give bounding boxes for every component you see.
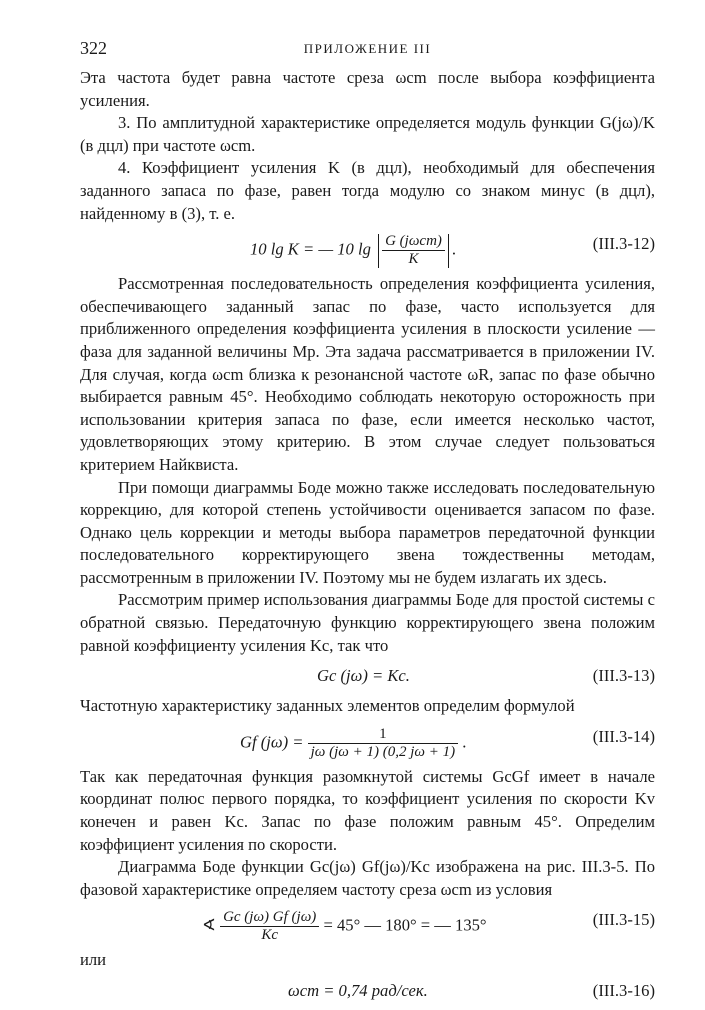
equation-iii-3-14-formula bbox=[240, 726, 466, 761]
abs-bar-left bbox=[378, 234, 379, 268]
abs-bar-right bbox=[448, 234, 449, 268]
eq12-lhs: 10 lg K = — 10 lg bbox=[250, 239, 371, 259]
paragraph-step-4: 4. Коэффициент усиления K (в дцл), необходимый для обеспечения заданного запаса по фазе, равен тогда модулю со знаком минус (в дцл), найденному в (3), т. е. bbox=[80, 158, 655, 223]
equation-iii-3-15 bbox=[80, 903, 655, 947]
equation-number-13: (III.3-13) bbox=[592, 666, 655, 686]
equation-iii-3-16-formula: ωcm = 0,74 рад/сек. bbox=[288, 981, 428, 1000]
equation-iii-3-14 bbox=[80, 720, 655, 764]
paragraph-step-3: 3. По амплитудной характеристике определяется модуль функции G(jω)/K (в дцл) при частоте ωcm. bbox=[80, 113, 655, 155]
equation-iii-3-12 bbox=[80, 227, 655, 271]
running-head: ПРИЛОЖЕНИЕ III bbox=[303, 41, 432, 56]
equation-iii-3-13-formula: Gc (jω) = Kc. bbox=[317, 666, 410, 686]
paragraph-frequency-response: Частотную характеристику заданных элементов определим формулой bbox=[80, 696, 575, 716]
paragraph-example: Рассмотрим пример использования диаграммы Боде для простой системы с обратной связью. Передаточную функцию корректирующего звена положим равной коэффициенту усиления Kc, так что bbox=[80, 590, 655, 655]
equation-number-12: (III.3-12) bbox=[592, 234, 655, 254]
eq15-numerator: Gc (jω) Gf (jω) bbox=[220, 909, 319, 927]
paragraph-bode-diagram: Диаграмма Боде функции Gc(jω) Gf(jω)/Kc изображена на рис. III.3-5. По фазовой характеристике определяем частоту среза ωcm из условия bbox=[80, 857, 655, 899]
eq15-fraction bbox=[220, 909, 319, 944]
eq14-numerator: 1 bbox=[308, 726, 459, 744]
paragraph-or: или bbox=[80, 950, 107, 970]
eq12-denominator: K bbox=[408, 251, 419, 268]
eq12-tail: . bbox=[451, 239, 457, 259]
equation-iii-3-15-formula bbox=[202, 909, 487, 944]
paragraph-bode-correction: При помощи диаграммы Боде можно также исследовать последовательную коррекцию, для которой степень устойчивости оценивается запасом по фазе. Однако цель коррекции и методы выбора параметров передаточной функции последовательного корректирующего звена тождественны методам, рассмотренным в приложении IV. Поэтому мы не будем излагать их здесь. bbox=[80, 477, 655, 587]
equation-number-14: (III.3-14) bbox=[592, 726, 655, 746]
equation-number-15: (III.3-15) bbox=[592, 910, 655, 930]
equation-iii-3-16 bbox=[80, 974, 655, 1008]
eq14-fraction bbox=[308, 726, 459, 761]
equation-iii-3-12-formula bbox=[250, 233, 456, 268]
page-header bbox=[80, 38, 655, 62]
angle-symbol: ∢ bbox=[202, 915, 216, 935]
paragraph-sequence: Рассмотренная последовательность определения коэффициента усиления, обеспечивающего заданный запас по фазе, часто используется для приближенного определения коэффициента усиления в плоскости усиление — фаза для заданной величины Mp. Эта задача рассматривается в приложении IV. Для случая, когда ωcm близка к резонансной частоте ωR, запас по фазе обычно выбирается равным 45°. Необходимо соблюдать некоторую осторожность при использовании критерия запаса по фазе, если имеется несколько частот, удовлетворяющих этому критерию. В этом случае следует пользоваться критерием Найквиста. bbox=[80, 274, 655, 474]
eq15-denominator: Kc bbox=[261, 927, 279, 944]
equation-number-16: (III.3-16) bbox=[592, 981, 655, 1000]
eq12-numerator: G (jωcm) bbox=[382, 233, 445, 251]
eq12-fraction bbox=[382, 233, 445, 268]
eq14-lhs: Gf (jω) = bbox=[240, 732, 304, 752]
page-number: 322 bbox=[80, 38, 107, 58]
page-body bbox=[80, 67, 655, 1010]
eq14-denominator: jω (jω + 1) (0,2 jω + 1) bbox=[310, 743, 456, 760]
eq14-tail: . bbox=[462, 732, 467, 752]
paragraph-cutoff-frequency: Эта частота будет равна частоте среза ωcm после выбора коэффициента усиления. bbox=[80, 68, 655, 110]
eq15-rhs: = 45° — 180° = — 135° bbox=[323, 915, 487, 935]
paragraph-open-loop: Так как передаточная функция разомкнутой системы GcGf имеет в начале координат полюс первого порядка, то коэффициент усиления по скорости Kv конечен и равен Kc. Запас по фазе положим равным 45°. Определим коэффициент усиления по скорости. bbox=[80, 766, 655, 854]
equation-iii-3-13 bbox=[80, 659, 655, 693]
